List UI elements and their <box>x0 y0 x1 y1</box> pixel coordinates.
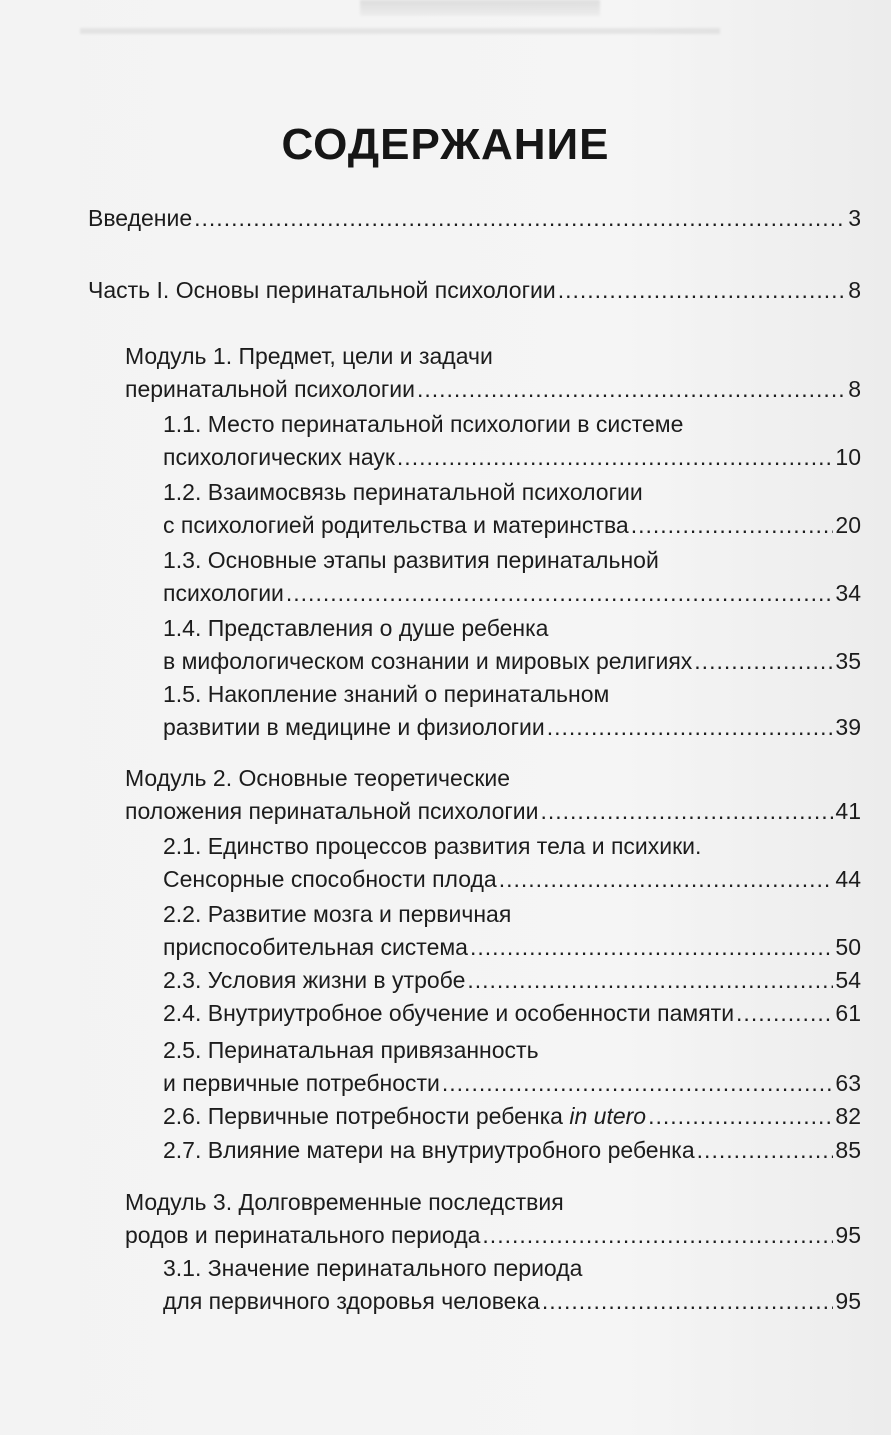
page-number: 95 <box>835 1288 861 1314</box>
page-number: 95 <box>835 1222 861 1248</box>
page-title: СОДЕРЖАНИЕ <box>281 120 610 169</box>
leader-dots <box>467 964 833 997</box>
page-number: 35 <box>835 648 861 674</box>
italic-term: in utero <box>569 1103 647 1129</box>
toc-entry-1-1[interactable]: 1.1. Место перинатальной психологии в системе психологических наук ..... 10 <box>163 408 861 474</box>
toc-entry-1-5[interactable]: 1.5. Накопление знаний о перинатальном развитии в медицине и физиологии ..... 39 <box>163 678 861 744</box>
leader-dots <box>648 1100 833 1133</box>
page-number: 10 <box>835 444 861 470</box>
page-number: 20 <box>835 512 861 538</box>
page-number: 85 <box>835 1137 861 1163</box>
leader-dots <box>558 274 847 307</box>
bleed-through-line <box>80 28 720 34</box>
page-number: 63 <box>835 1070 861 1096</box>
leader-dots <box>499 863 834 896</box>
leader-dots <box>547 711 834 744</box>
page-number: 8 <box>848 277 861 303</box>
toc-entry-2-1[interactable]: 2.1. Единство процессов развития тела и психики. Сенсорные способности плода ..... 44 <box>163 830 861 896</box>
page-number: 34 <box>835 580 861 606</box>
leader-dots <box>736 997 833 1030</box>
leader-dots <box>631 509 834 542</box>
toc-entry-part-1[interactable]: Часть I. Основы перинатальной психологии ..... 8 <box>88 274 861 307</box>
page-number: 82 <box>835 1103 861 1129</box>
toc-entry-1-3[interactable]: 1.3. Основные этапы развития перинатальной психологии ..... 34 <box>163 544 861 610</box>
page-number: 44 <box>835 866 861 892</box>
leader-dots <box>397 441 833 474</box>
toc-entry-2-4[interactable]: 2.4. Внутриутробное обучение и особенности памяти ..... 61 <box>163 997 861 1030</box>
page-number: 41 <box>835 798 861 824</box>
page-number: 8 <box>848 376 861 402</box>
page-number: 50 <box>835 934 861 960</box>
toc-entry-1-4[interactable]: 1.4. Представления о душе ребенка в мифологическом сознании и мировых религиях ..... 35 <box>163 612 861 678</box>
leader-dots <box>194 202 846 235</box>
toc-entry-2-6[interactable]: 2.6. Первичные потребности ребенка in utero ..... 82 <box>163 1100 861 1133</box>
toc-entry-module-2[interactable]: Модуль 2. Основные теоретические положения перинатальной психологии ..... 41 <box>125 762 861 828</box>
leader-dots <box>470 931 833 964</box>
toc-entry-2-7[interactable]: 2.7. Влияние матери на внутриутробного ребенка ..... 85 <box>163 1134 861 1167</box>
toc-entry-module-3[interactable]: Модуль 3. Долговременные последствия родов и перинатального периода ..... 95 <box>125 1186 861 1252</box>
leader-dots <box>286 577 834 610</box>
leader-dots <box>442 1067 834 1100</box>
toc-entry-3-1[interactable]: 3.1. Значение перинатального периода для первичного здоровья человека ..... 95 <box>163 1252 861 1318</box>
toc-entry-module-1[interactable]: Модуль 1. Предмет, цели и задачи перинатальной психологии ..... 8 <box>125 340 861 406</box>
leader-dots <box>482 1219 833 1252</box>
leader-dots <box>694 645 833 678</box>
page-number: 61 <box>835 1000 861 1026</box>
leader-dots <box>540 795 833 828</box>
leader-dots <box>417 373 846 406</box>
page-number: 39 <box>835 714 861 740</box>
toc-entry-2-3[interactable]: 2.3. Условия жизни в утробе ..... 54 <box>163 964 861 997</box>
bleed-through-header <box>360 0 600 16</box>
toc-entry-1-2[interactable]: 1.2. Взаимосвязь перинатальной психологии с психологией родительства и материнства ..... 20 <box>163 476 861 542</box>
leader-dots <box>542 1285 834 1318</box>
toc-entry-2-2[interactable]: 2.2. Развитие мозга и первичная приспособительная система ..... 50 <box>163 898 861 964</box>
toc-entry-2-5[interactable]: 2.5. Перинатальная привязанность и первичные потребности ..... 63 <box>163 1034 861 1100</box>
page-number: 3 <box>848 205 861 231</box>
leader-dots <box>697 1134 834 1167</box>
page-number: 54 <box>835 967 861 993</box>
toc-entry-introduction[interactable]: Введение ..... 3 <box>88 202 861 235</box>
